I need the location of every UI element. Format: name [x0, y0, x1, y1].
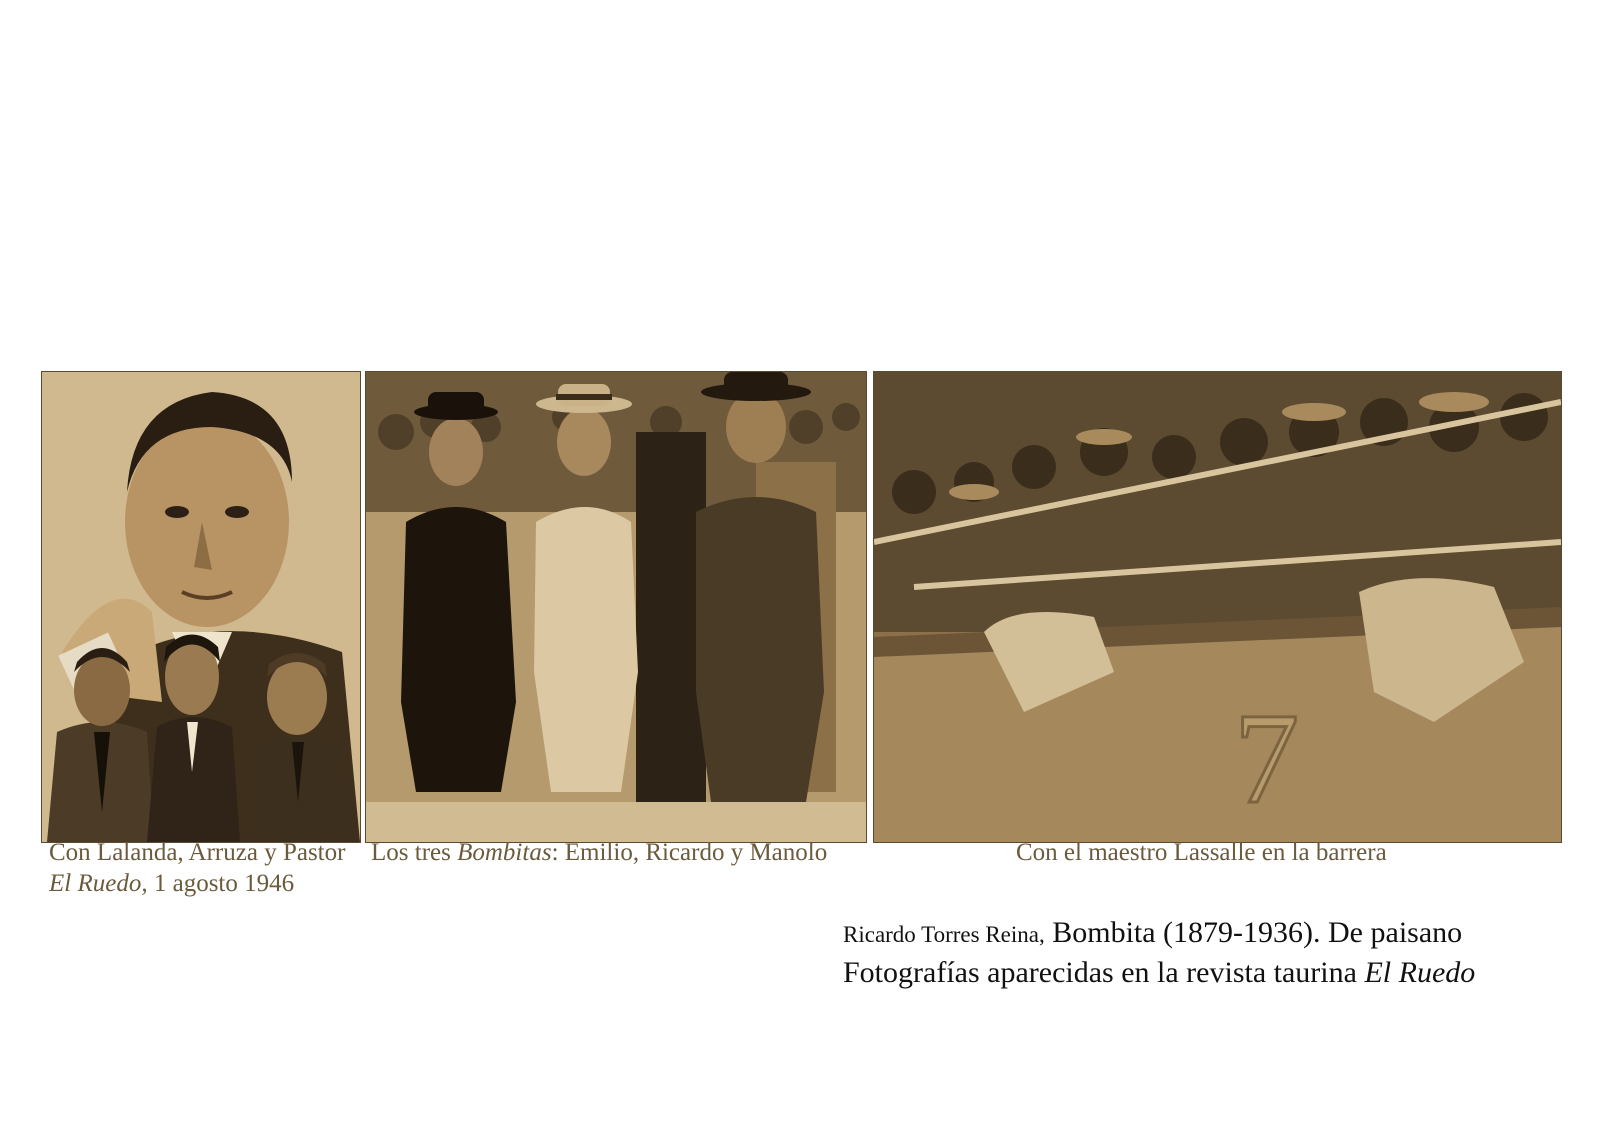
footer-desc: Fotografías aparecidas en la revista taurina	[843, 956, 1365, 989]
caption-2-pre: Los tres	[371, 839, 458, 866]
footer-name: Ricardo Torres Reina,	[843, 922, 1045, 947]
caption-2-post: : Emilio, Ricardo y Manolo	[551, 839, 828, 866]
portrait-photo-image	[42, 372, 360, 842]
barrera-photo-image	[874, 372, 1561, 842]
caption-photo-1-source	[49, 869, 294, 899]
caption-photo-2	[371, 838, 827, 868]
photo-barrera	[873, 371, 1562, 843]
photo-portrait-bombita	[41, 371, 361, 843]
footer-magazine: El Ruedo	[1364, 956, 1476, 989]
footer-credits	[843, 914, 1475, 992]
svg-text:7: 7	[1234, 687, 1299, 831]
caption-source-date: 1 agosto 1946	[147, 870, 295, 897]
caption-source-magazine: El Ruedo,	[49, 870, 148, 897]
caption-2-italic: Bombitas	[457, 839, 552, 866]
caption-photo-1: Con Lalanda, Arruza y Pastor	[49, 839, 346, 866]
caption-photo-3: Con el maestro Lassalle en la barrera	[1016, 839, 1387, 866]
footer-line-2	[843, 954, 1475, 992]
footer-title: Bombita (1879-1936). De paisano	[1044, 916, 1463, 949]
photo-three-bombitas	[365, 371, 867, 843]
three-men-photo-image	[366, 372, 866, 842]
footer-line-1	[843, 914, 1475, 954]
